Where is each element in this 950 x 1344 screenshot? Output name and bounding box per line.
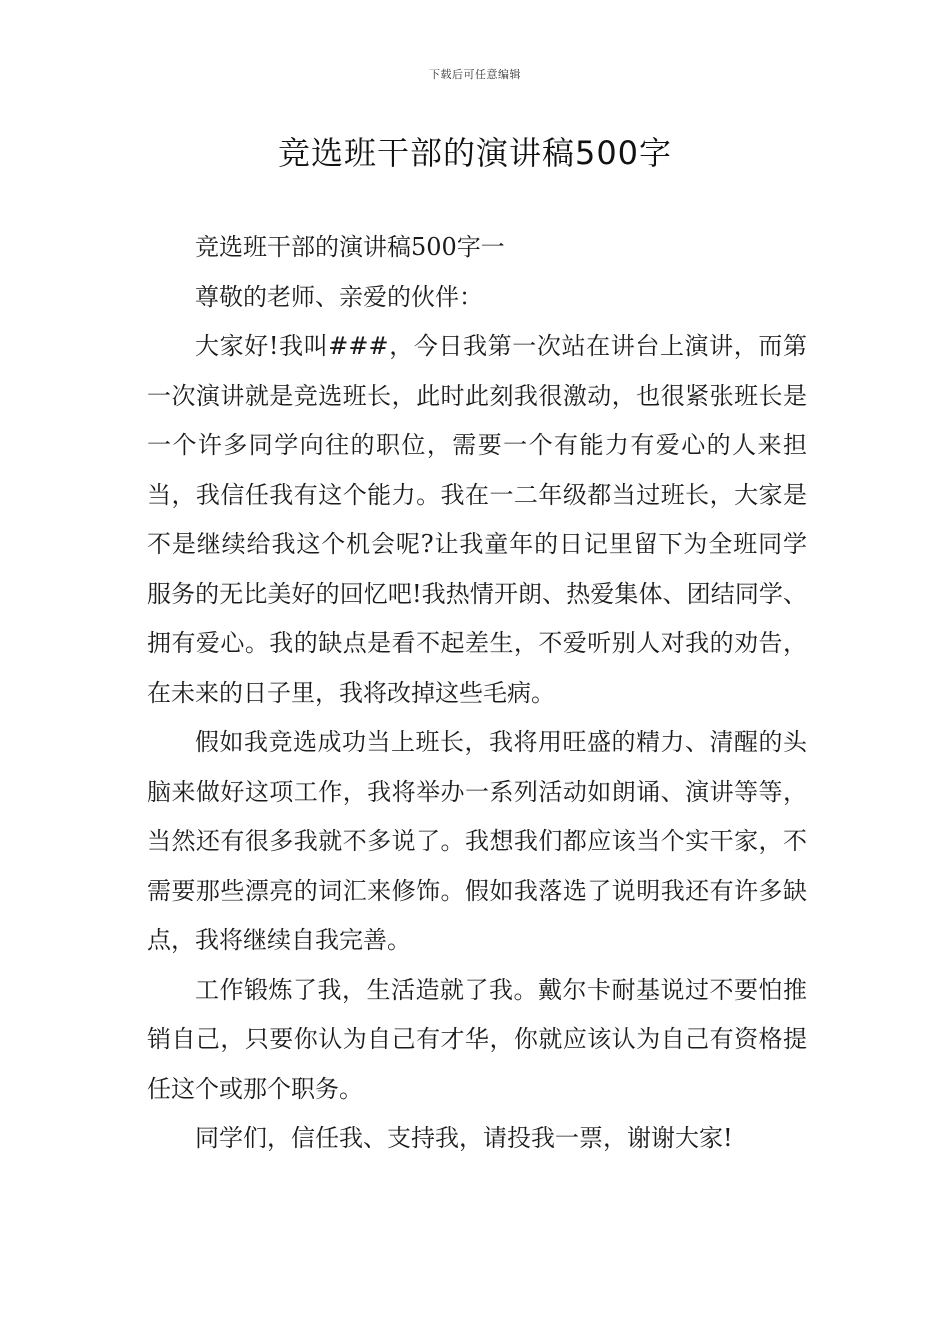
document-title: 竞选班干部的演讲稿500字 [277,134,673,172]
subtitle-paragraph: 竞选班干部的演讲稿500字一 [195,233,505,261]
salutation-paragraph: 尊敬的老师、亲爱的伙伴： [195,282,483,311]
body-paragraph: 大家好!我叫###，今日我第一次站在讲台上演讲，而第一次演讲就是竞选班长，此时此刻我很激动，也很紧张班长是一个许多同学向往的职位，需要一个有能力有爱心的人来担当，我信任我有这个能力。我在一二年级都当过班长，大家是不是继续给我这个机会呢?让我童年的日记里留下为全班同学服务的无比美好的回忆吧!我热情开朗、热爱集体、团结同学、拥有爱心。我的缺点是看不起差生，不爱听别人对我的劝告，在未来的日子里，我将改掉这些毛病。 [147,332,807,707]
body-paragraph: 工作锻炼了我，生活造就了我。戴尔卡耐基说过不要怕推销自己，只要你认为自己有才华，你就应该认为自己有资格提任这个或那个职务。 [147,975,807,1103]
header-note: 下载后可任意编辑 [429,68,521,81]
document-body [147,223,807,1164]
closing-paragraph: 同学们，信任我、支持我，请投我一票，谢谢大家! [195,1124,733,1152]
body-paragraph: 假如我竞选成功当上班长，我将用旺盛的精力、清醒的头脑来做好这项工作，我将举办一系列活动如朗诵、演讲等等，当然还有很多我就不多说了。我想我们都应该当个实干家，不需要那些漂亮的词汇来修饰。假如我落选了说明我还有许多缺点，我将继续自我完善。 [147,728,807,954]
